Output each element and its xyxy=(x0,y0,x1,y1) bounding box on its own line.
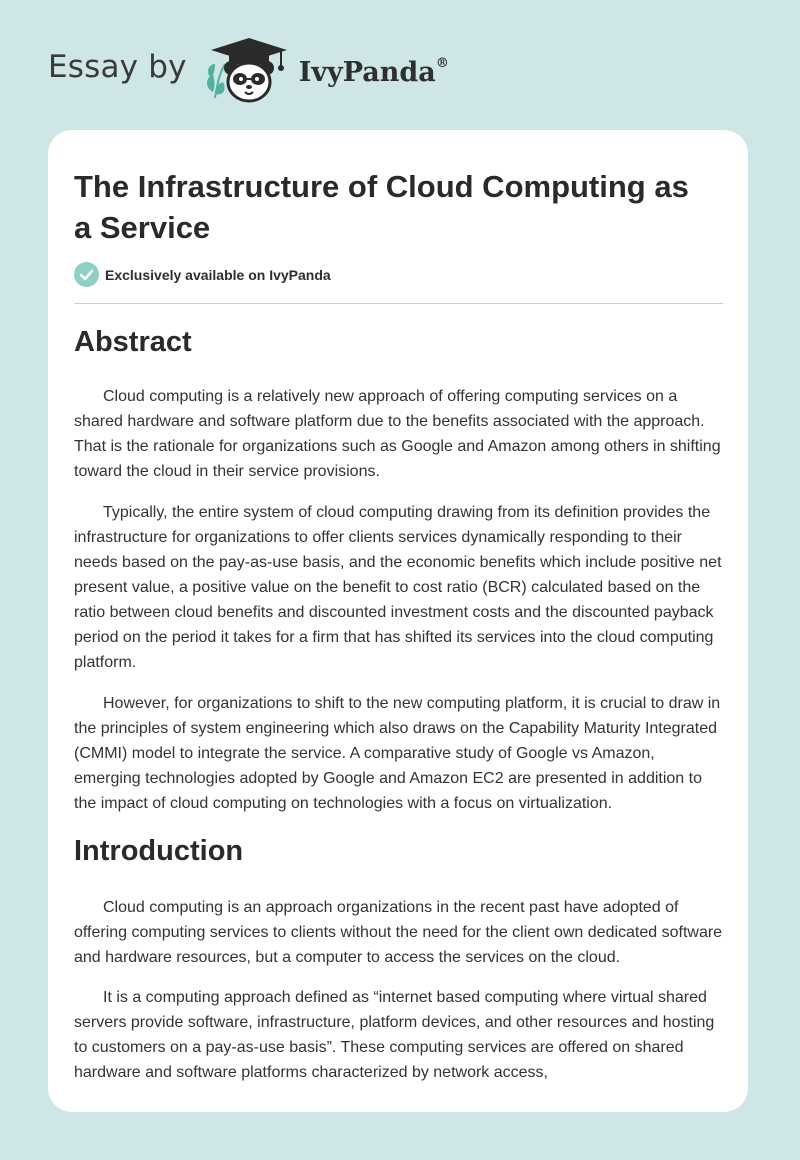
panda-graduate-logo-icon xyxy=(201,34,297,106)
site-logo[interactable] xyxy=(48,34,449,106)
paragraph: Cloud computing is an approach organizations in the recent past have adopted of offering computing services to clients without the need for the client own dedicated software and hardware resources, but a computer to access the services on the cloud. xyxy=(74,899,723,966)
article-card xyxy=(48,130,748,1112)
paragraph: It is a computing approach defined as “internet based computing where virtual shared servers provide software, infrastructure, platform devices, and other resources and hosting to customers on a pay-as-use basis”. These computing services are offered on shared hardware and software platforms characterized by network access, xyxy=(74,989,715,1081)
brand-name-text: IvyPanda xyxy=(298,56,436,88)
brand-prefix: Essay by xyxy=(48,49,187,85)
trademark-symbol: ® xyxy=(435,55,449,71)
section-heading-abstract: Abstract xyxy=(74,326,192,358)
article-title: The Infrastructure of Cloud Computing as a Service xyxy=(74,169,689,245)
brand-name xyxy=(299,57,449,88)
exclusive-badge xyxy=(74,262,331,287)
paragraph: Cloud computing is a relatively new approach of offering computing services on a shared hardware and software platform due to the benefits associated with the approach. That is the rationale for organizations such as Google and Amazon among others in shifting toward the cloud in their service provisions. xyxy=(74,388,721,480)
section-heading-introduction: Introduction xyxy=(74,835,244,867)
paragraph: Typically, the entire system of cloud computing drawing from its definition provides the infrastructure for organizations to offer clients services dynamically responding to their needs based on the pay-as-use basis, and the economic benefits which include positive net present value, a positive value on the benefit to cost ratio (BCR) calculated based on the ratio between cloud benefits and discounted investment costs and the discounted payback period on the period it takes for a firm that has shifted its services into the cloud computing platform. xyxy=(74,504,722,671)
badge-text: Exclusively available on IvyPanda xyxy=(105,266,331,283)
check-circle-icon xyxy=(74,262,99,287)
divider xyxy=(74,303,723,304)
paragraph: However, for organizations to shift to the new computing platform, it is crucial to draw in the principles of system engineering which also draws on the Capability Maturity Integrated (CMMI) model to integrate the service. A comparative study of Google vs Amazon, emerging technologies adopted by Google and Amazon EC2 are presented in addition to the impact of cloud computing on technologies with a focus on virtualization. xyxy=(74,695,721,812)
